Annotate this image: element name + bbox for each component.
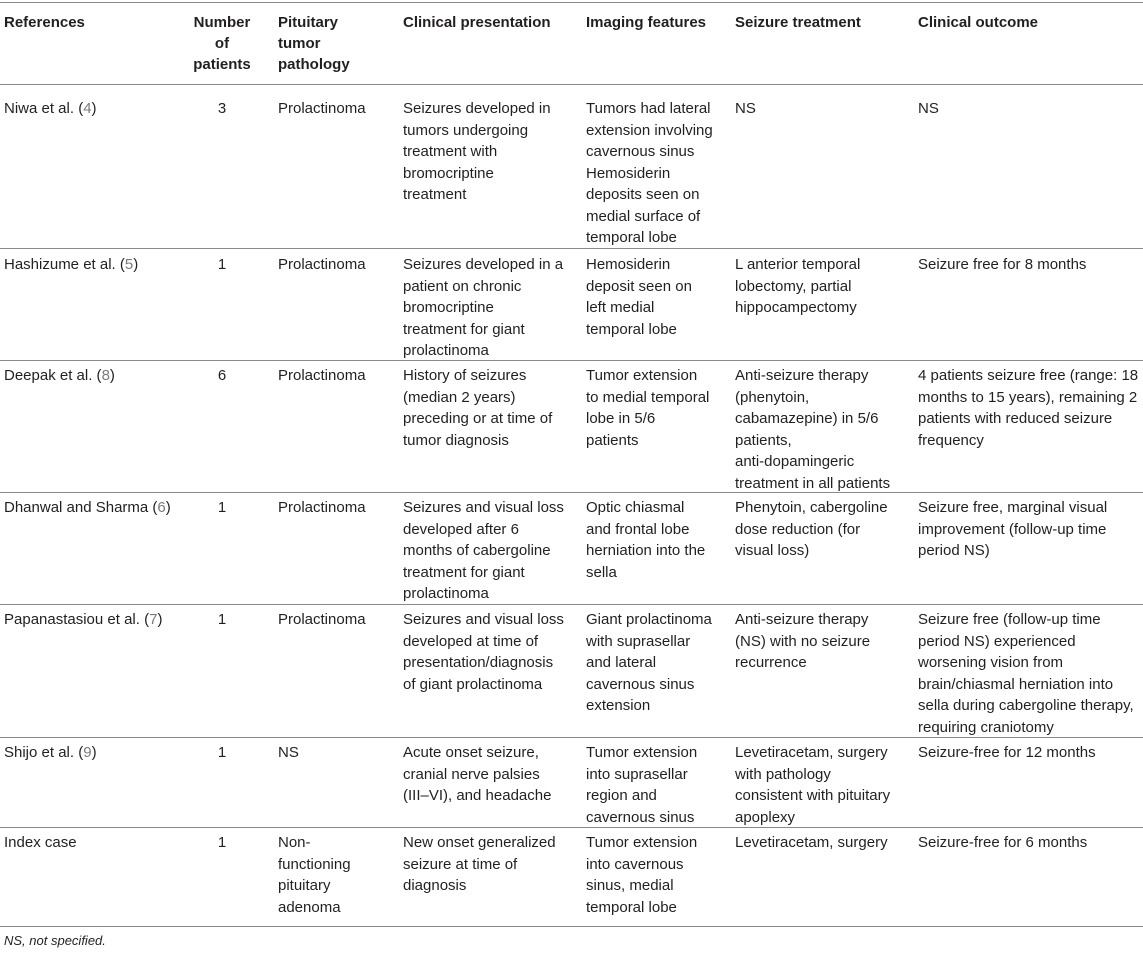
imaging-cell: Tumor extension into cavernous sinus, medial temporal lobe — [586, 834, 698, 916]
row-divider — [0, 737, 1143, 738]
pathology-cell: Non- functioning pituitary adenoma — [278, 834, 351, 916]
presentation-cell: Acute onset seizure, cranial nerve palsies (III–VI), and headache — [403, 744, 552, 804]
outcome-cell: Seizure free (follow-up time period NS) experienced worsening vision from brain/chiasmal herniation into sella during cabergoline therapy, requiring craniotomy — [918, 611, 1134, 736]
row-divider — [0, 604, 1143, 605]
patients-cell: 6 — [217, 367, 227, 384]
table-top-rule — [0, 2, 1143, 3]
reference-name: Hashizume et al. ( — [4, 256, 125, 273]
presentation-cell: Seizures developed in a patient on chronic bromocriptine treatment for giant prolactinoma — [403, 256, 564, 359]
header-clinical-presentation: Clinical presentation — [403, 14, 551, 31]
presentation-cell: Seizures and visual loss developed after 6 months of cabergoline treatment for giant prolactinoma — [403, 499, 564, 602]
patients-cell: 1 — [217, 611, 227, 628]
header-seizure-treatment: Seizure treatment — [735, 14, 861, 31]
header-number-of-patients: Number of patients — [193, 14, 251, 73]
patients-cell: 1 — [217, 744, 227, 761]
treatment-cell: NS — [735, 100, 756, 117]
reference-cell — [4, 497, 184, 519]
pathology-cell: Prolactinoma — [278, 256, 366, 273]
treatment-cell: Anti-seizure therapy (phenytoin, cabamazepine) in 5/6 patients, anti-dopamingeric treatment in all patients — [735, 367, 891, 492]
reference-cell — [4, 98, 184, 120]
reference-name: Shijo et al. ( — [4, 744, 84, 761]
header-imaging-features: Imaging features — [586, 14, 707, 31]
row-divider — [0, 827, 1143, 828]
reference-name: Niwa et al. ( — [4, 100, 84, 117]
header-rule — [0, 84, 1143, 85]
reference-close: ) — [157, 611, 163, 628]
presentation-cell: Seizures developed in tumors undergoing treatment with bromocriptine treatment — [403, 100, 551, 203]
outcome-cell: Seizure free for 8 months — [918, 256, 1087, 273]
outcome-cell: Seizure-free for 6 months — [918, 834, 1088, 851]
treatment-cell: Levetiracetam, surgery — [735, 834, 888, 851]
treatment-cell: Anti-seizure therapy (NS) with no seizure recurrence — [735, 611, 871, 671]
reference-cell — [4, 832, 184, 854]
outcome-cell: Seizure free, marginal visual improvement (follow-up time period NS) — [918, 499, 1108, 559]
treatment-cell: Levetiracetam, surgery with pathology consistent with pituitary apoplexy — [735, 744, 891, 826]
row-divider — [0, 360, 1143, 361]
imaging-cell: Tumor extension to medial temporal lobe in 5/6 patients — [586, 367, 710, 449]
reference-cell — [4, 365, 184, 387]
reference-cell — [4, 742, 184, 764]
imaging-cell: Hemosiderin deposit seen on left medial temporal lobe — [586, 256, 692, 338]
header-pathology: Pituitary tumor pathology — [278, 14, 350, 73]
presentation-cell: New onset generalized seizure at time of diagnosis — [403, 834, 556, 894]
header-clinical-outcome: Clinical outcome — [918, 14, 1039, 31]
reference-name: Dhanwal and Sharma ( — [4, 499, 158, 516]
imaging-cell: Giant prolactinoma with suprasellar and lateral cavernous sinus extension — [586, 611, 712, 714]
imaging-cell: Optic chiasmal and frontal lobe herniation into the sella — [586, 499, 706, 581]
pathology-cell: NS — [278, 744, 299, 761]
reference-close: ) — [109, 367, 115, 384]
patients-cell: 1 — [217, 499, 227, 516]
table-bottom-rule — [0, 926, 1143, 927]
reference-close: ) — [133, 256, 139, 273]
treatment-cell: L anterior temporal lobectomy, partial hippocampectomy — [735, 256, 861, 316]
reference-name: Index case — [4, 834, 77, 851]
outcome-cell: NS — [918, 100, 939, 117]
patients-cell: 1 — [217, 256, 227, 273]
presentation-cell: Seizures and visual loss developed at time of presentation/diagnosis of giant prolactinoma — [403, 611, 564, 693]
pathology-cell: Prolactinoma — [278, 611, 366, 628]
reference-number: 5 — [124, 256, 134, 273]
pathology-cell: Prolactinoma — [278, 367, 366, 384]
outcome-cell: 4 patients seizure free (range: 18 months to 15 years), remaining 2 patients with reduced seizure frequency — [918, 367, 1139, 449]
table-footnote: NS, not specified. — [4, 933, 106, 948]
row-divider — [0, 492, 1143, 493]
pathology-cell: Prolactinoma — [278, 499, 366, 516]
reference-name: Deepak et al. ( — [4, 367, 102, 384]
imaging-cell: Tumor extension into suprasellar region and cavernous sinus — [586, 744, 698, 826]
reference-number: 8 — [101, 367, 110, 384]
treatment-cell: Phenytoin, cabergoline dose reduction (for visual loss) — [735, 499, 888, 559]
reference-name: Papanastasiou et al. ( — [4, 611, 150, 628]
patients-cell: 1 — [217, 834, 227, 851]
imaging-cell: Tumors had lateral extension involving cavernous sinus Hemosiderin deposits seen on medial surface of temporal lobe — [586, 100, 713, 246]
patients-cell: 3 — [217, 100, 227, 117]
reference-close: ) — [165, 499, 171, 516]
outcome-cell: Seizure-free for 12 months — [918, 744, 1096, 761]
row-divider — [0, 248, 1143, 249]
reference-cell — [4, 254, 184, 276]
reference-close: ) — [91, 744, 97, 761]
reference-number: 6 — [157, 499, 166, 516]
header-references: References — [4, 14, 85, 31]
reference-cell — [4, 609, 184, 631]
reference-number: 4 — [83, 100, 92, 117]
reference-close: ) — [91, 100, 97, 117]
reference-number: 9 — [83, 744, 92, 761]
reference-number: 7 — [149, 611, 158, 628]
pathology-cell: Prolactinoma — [278, 100, 366, 117]
presentation-cell: History of seizures (median 2 years) preceding or at time of tumor diagnosis — [403, 367, 553, 449]
